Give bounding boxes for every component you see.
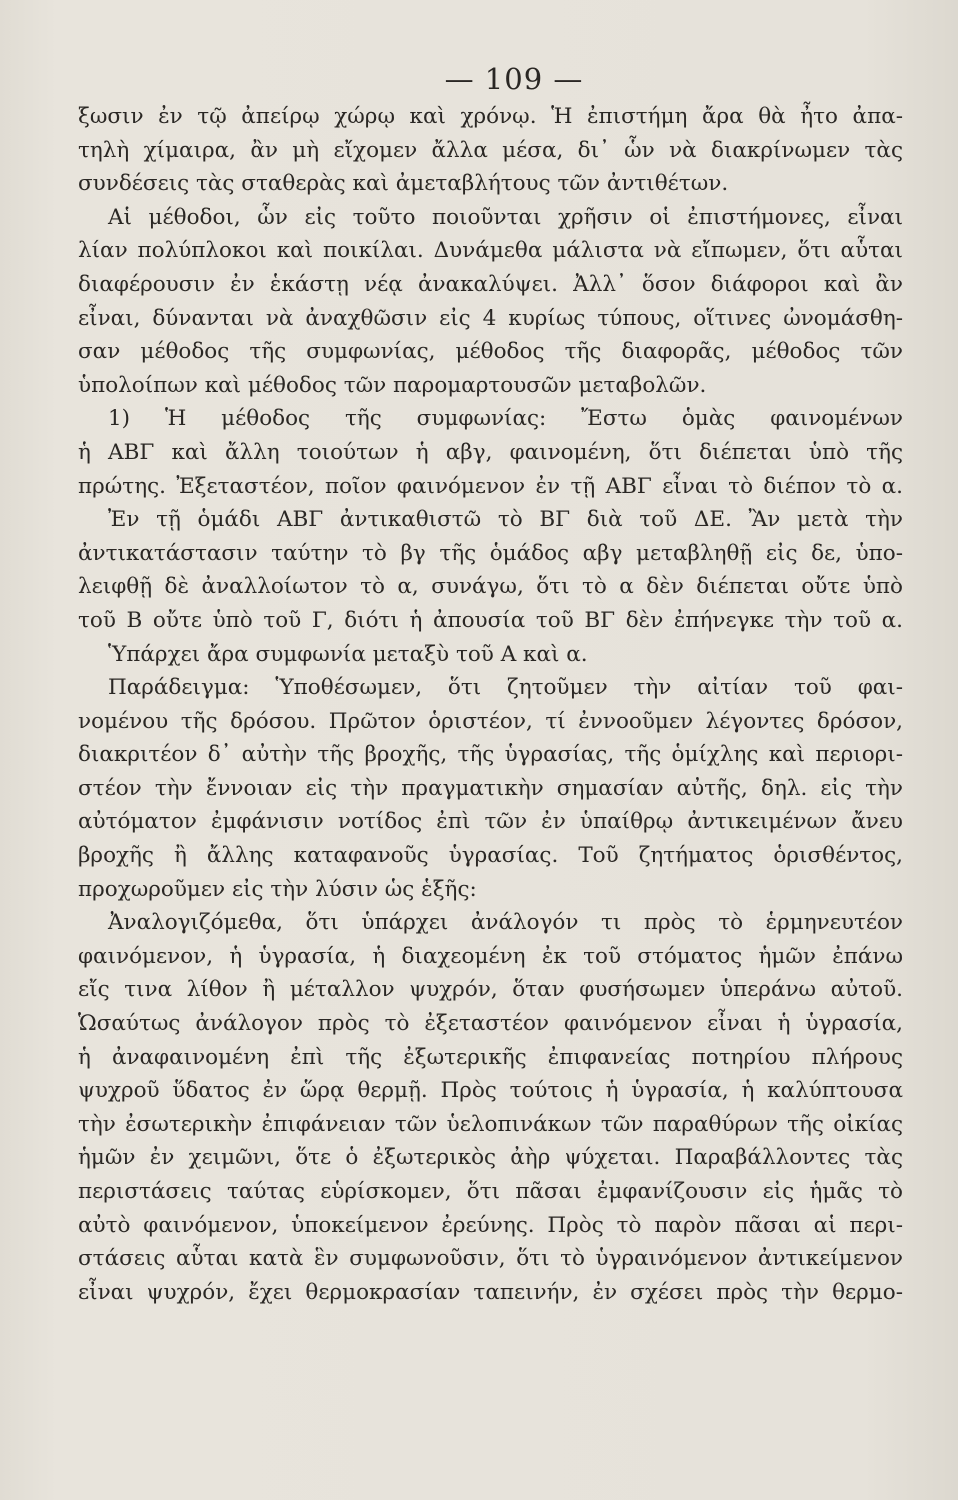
text-line: σαν μέθοδος τῆς συμφωνίας, μέθοδος τῆς διαφορᾶς, μέθοδος τῶν	[78, 339, 903, 365]
text-line: ἡμῶν ἐν χειμῶνι, ὅτε ὁ ἐξωτερικὸς ἀὴρ ψύχεται. Παραβάλλοντες τὰς	[78, 1145, 903, 1171]
text-line: στέον τὴν ἔννοιαν εἰς τὴν πραγματικὴν σημασίαν αὐτῆς, δηλ. εἰς τὴν	[78, 775, 903, 801]
text-line: Αἱ μέθοδοι, ὧν εἰς τοῦτο ποιοῦνται χρῆσιν οἱ ἐπιστήμονες, εἶναι	[108, 204, 903, 230]
text-line: Ὡσαύτως ἀνάλογον πρὸς τὸ ἐξεταστέον φαινόμενον εἶναι ἡ ὑγρασία,	[78, 1011, 903, 1037]
text-line: ἀντικατάστασιν ταύτην τὸ βγ τῆς ὁμάδος αβγ μεταβληθῇ εἰς δε, ὑπο-	[78, 540, 903, 566]
text-line: ἡ ἀναφαινομένη ἐπὶ τῆς ἐξωτερικῆς ἐπιφανείας ποτηρίου πλήρους	[78, 1044, 903, 1070]
text-line: στάσεις αὗται κατὰ ἓν συμφωνοῦσιν, ὅτι τὸ ὑγραινόμενον ἀντικείμενον	[78, 1246, 903, 1272]
text-line: ὑπολοίπων καὶ μέθοδος τῶν παρομαρτουσῶν μεταβολῶν.	[78, 372, 707, 398]
text-line: Ἐν τῇ ὁμάδι ΑΒΓ ἀντικαθιστῶ τὸ ΒΓ διὰ τοῦ ΔΕ. Ἂν μετὰ τὴν	[108, 507, 903, 533]
text-line: ψυχροῦ ὕδατος ἐν ὥρᾳ θερμῇ. Πρὸς τούτοις ἡ ὑγρασία, ἡ καλύπτουσα	[78, 1078, 903, 1104]
text-line: εἴς τινα λίθον ἢ μέταλλον ψυχρόν, ὅταν φυσήσωμεν ὑπεράνω αὐτοῦ.	[78, 977, 903, 1003]
text-line: περιστάσεις ταύτας εὑρίσκομεν, ὅτι πᾶσαι ἐμφανίζουσιν εἰς ἡμᾶς τὸ	[78, 1179, 903, 1204]
text-line: λειφθῇ δὲ ἀναλλοίωτον τὸ α, συνάγω, ὅτι τὸ α δὲν διέπεται οὔτε ὑπὸ	[78, 574, 903, 600]
text-line: τηλὴ χίμαιρα, ἂν μὴ εἴχομεν ἄλλα μέσα, δι᾽ ὧν νὰ διακρίνωμεν τὰς	[78, 137, 903, 163]
text-line: Ἀναλογιζόμεθα, ὅτι ὑπάρχει ἀνάλογόν τι πρὸς τὸ ἑρμηνευτέον	[108, 910, 903, 936]
text-line: ἡ ΑΒΓ καὶ ἄλλη τοιούτων ἡ αβγ, φαινομένη, ὅτι διέπεται ὑπὸ τῆς	[78, 439, 903, 465]
text-line: φαινόμενον, ἡ ὑγρασία, ἡ διαχεομένη ἐκ τοῦ στόματος ἡμῶν ἐπάνω	[78, 943, 903, 969]
text-line: ξωσιν ἐν τῷ ἀπείρῳ χώρῳ καὶ χρόνῳ. Ἡ ἐπιστήμη ἄρα θὰ ἦτο ἀπα-	[78, 104, 903, 129]
text-line: συνδέσεις τὰς σταθερὰς καὶ ἀμεταβλήτους τῶν ἀντιθέτων.	[78, 171, 729, 197]
text-line: διακριτέον δ᾽ αὐτὴν τῆς βροχῆς, τῆς ὑγρασίας, τῆς ὁμίχλης καὶ περιορι-	[78, 742, 903, 768]
text-line: αὐτὸ φαινόμενον, ὑποκείμενον ἐρεύνης. Πρὸς τὸ παρὸν πᾶσαι αἱ περι-	[78, 1212, 903, 1238]
text-line: τοῦ Β οὔτε ὑπὸ τοῦ Γ, διότι ἡ ἀπουσία τοῦ ΒΓ δὲν ἐπήνεγκε τὴν τοῦ α.	[78, 607, 903, 633]
text-line: νομένου τῆς δρόσου. Πρῶτον ὁριστέον, τί ἐννοοῦμεν λέγοντες δρόσον,	[78, 708, 903, 734]
text-line: τὴν ἐσωτερικὴν ἐπιφάνειαν τῶν ὑελοπινάκων τῶν παραθύρων τῆς οἰκίας	[78, 1111, 903, 1137]
text-line: εἶναι ψυχρόν, ἔχει θερμοκρασίαν ταπεινήν, ἐν σχέσει πρὸς τὴν θερμο-	[78, 1279, 903, 1305]
text-line: αὐτόματον ἐμφάνισιν νοτίδος ἐπὶ τῶν ἐν ὑπαίθρῳ ἀντικειμένων ἄνευ	[78, 809, 903, 835]
text-line: λίαν πολύπλοκοι καὶ ποικίλαι. Δυνάμεθα μάλιστα νὰ εἴπωμεν, ὅτι αὗται	[78, 238, 903, 264]
text-line: βροχῆς ἢ ἄλλης καταφανοῦς ὑγρασίας. Τοῦ ζητήματος ὁρισθέντος,	[78, 843, 903, 869]
text-line: 1) Ἡ μέθοδος τῆς συμφωνίας: Ἔστω ὁμὰς φαινομένων	[108, 406, 903, 432]
page-number: — 109 —	[444, 62, 584, 96]
text-line: προχωροῦμεν εἰς τὴν λύσιν ὡς ἑξῆς:	[78, 876, 477, 902]
text-line: διαφέρουσιν ἐν ἑκάστῃ νέᾳ ἀνακαλύψει. Ἀλλ᾽ ὅσον διάφοροι καὶ ἂν	[78, 271, 903, 297]
text-line: Ὑπάρχει ἄρα συμφωνία μεταξὺ τοῦ Α καὶ α.	[108, 641, 588, 667]
text-line: εἶναι, δύνανται νὰ ἀναχθῶσιν εἰς 4 κυρίως τύπους, οἵτινες ὠνομάσθη-	[78, 305, 903, 331]
text-line: πρώτης. Ἐξεταστέον, ποῖον φαινόμενον ἐν τῇ ΑΒΓ εἶναι τὸ διέπον τὸ α.	[78, 473, 903, 499]
body-text	[78, 100, 903, 1309]
text-line: Παράδειγμα: Ὑποθέσωμεν, ὅτι ζητοῦμεν τὴν αἰτίαν τοῦ φαι-	[108, 675, 903, 701]
